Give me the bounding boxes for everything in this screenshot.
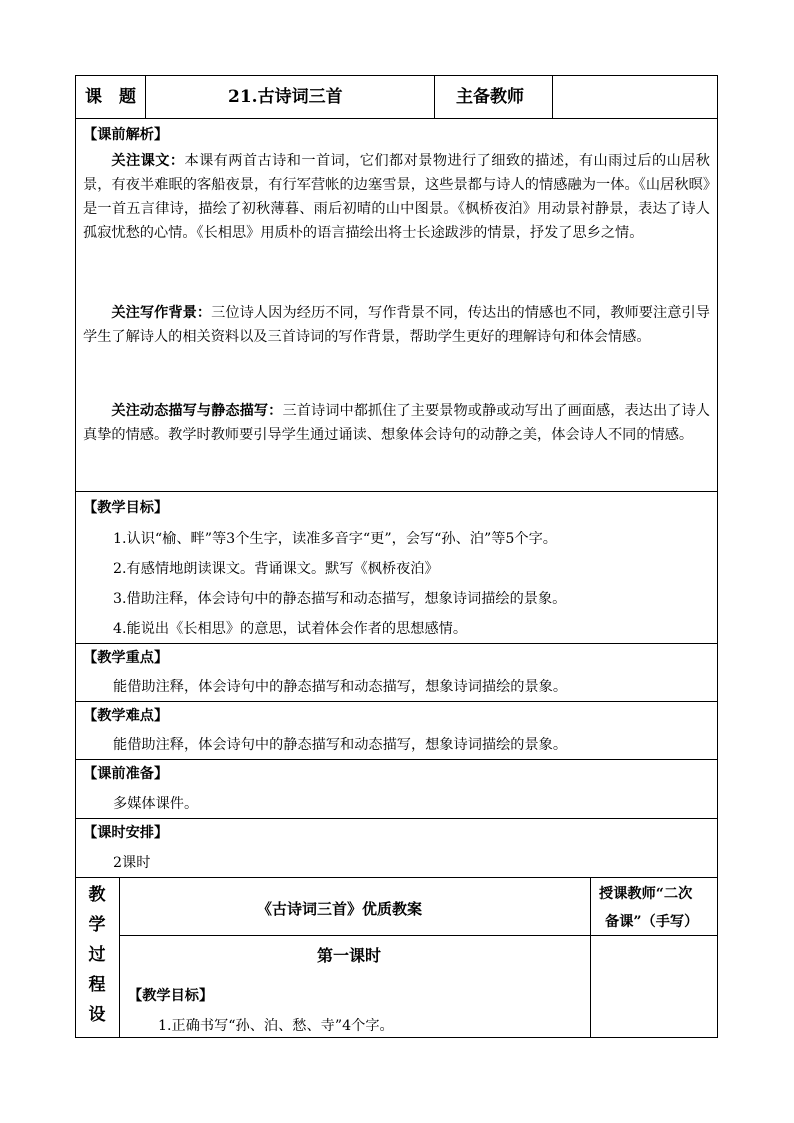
process-side-char-5: 设 xyxy=(88,1005,106,1025)
topic-label: 课 题 xyxy=(85,87,136,107)
difficulties-text: 能借助注释，体会诗句中的静态描写和动态描写，想象诗词描绘的景象。 xyxy=(113,737,568,753)
key-points-text: 能借助注释，体会诗句中的静态描写和动态描写，想象诗词描绘的景象。 xyxy=(113,679,568,695)
analysis-p3-lead: 关注动态描写与静态描写： xyxy=(111,403,283,419)
preparation-text: 多媒体课件。 xyxy=(113,796,199,812)
second-prep-label-line-2: 备课”（手写） xyxy=(605,914,699,930)
analysis-paragraph-1 xyxy=(83,149,710,245)
process-title-divider xyxy=(119,935,718,936)
process-side-char-3: 过 xyxy=(88,945,106,965)
lesson-title: 第一课时 xyxy=(317,946,382,965)
difficulties-heading: 【教学难点】 xyxy=(83,708,169,724)
key-points-divider xyxy=(75,701,718,702)
header-col-divider-2 xyxy=(434,75,435,118)
schedule-heading: 【课时安排】 xyxy=(83,825,169,841)
analysis-p1-lead: 关注课文： xyxy=(111,153,185,169)
analysis-p2-lead: 关注写作背景： xyxy=(111,305,212,321)
goals-divider xyxy=(75,643,718,644)
plan-title: 《古诗词三首》优质教案 xyxy=(257,900,423,918)
topic-value: 21.古诗词三首 xyxy=(228,87,343,107)
second-prep-label-line-1: 授课教师“二次 xyxy=(599,886,693,902)
goal-item-3: 3.借助注释，体会诗句中的静态描写和动态描写，想象诗词描绘的景象。 xyxy=(113,591,567,607)
goal-item-4: 4.能说出《长相思》的意思，试着体会作者的思想感情。 xyxy=(113,621,468,637)
analysis-p3-text: 三首诗词中都抓住了主要景物或静或动写出了画面感，表达出了诗人真挚的情感。教学时教师要引导学生通过诵读、想象体会诗句的动静之美，体会诗人不同的情感。 xyxy=(83,403,710,443)
lesson-goal-item: 1.正确书写“孙、泊、愁、寺”4个字。 xyxy=(158,1018,394,1034)
key-points-heading: 【教学重点】 xyxy=(83,650,169,666)
goal-item-2: 2.有感情地朗读课文。背诵课文。默写《枫桥夜泊》 xyxy=(113,561,439,577)
analysis-heading: 【课前解析】 xyxy=(83,127,169,143)
process-side-char-4: 程 xyxy=(88,975,106,995)
goals-heading: 【教学目标】 xyxy=(83,500,169,516)
process-side-char-2: 学 xyxy=(88,915,106,935)
analysis-divider xyxy=(75,491,718,492)
process-side-divider xyxy=(119,877,120,1038)
schedule-divider xyxy=(75,877,718,878)
header-row-divider xyxy=(75,118,718,119)
schedule-text: 2课时 xyxy=(113,855,151,871)
analysis-paragraph-2 xyxy=(83,301,710,349)
process-side-char-1: 教 xyxy=(88,885,106,905)
teacher-label: 主备教师 xyxy=(456,87,524,107)
preparation-heading: 【课前准备】 xyxy=(83,766,169,782)
analysis-p1-text: 本课有两首古诗和一首词，它们都对景物进行了细致的描述，有山雨过后的山居秋景，有夜半难眠的客船夜景，有行军营帐的边塞雪景，这些景都与诗人的情感融为一体。《山居秋暝》是一首五言律诗，描绘了初秋薄暮、雨后初晴的山中图景。《枫桥夜泊》用动景衬静景，表达了诗人孤寂忧愁的心情。《长相思》用质朴的语言描绘出将士长途跋涉的情景，抒发了思乡之情。 xyxy=(83,153,710,241)
preparation-divider xyxy=(75,818,718,819)
process-right-divider xyxy=(590,877,591,1038)
header-col-divider-1 xyxy=(145,75,146,118)
analysis-paragraph-3 xyxy=(83,399,710,447)
header-col-divider-3 xyxy=(552,75,553,118)
goal-item-1: 1.认识“榆、畔”等3个生字，读准多音字“更”，会写“孙、泊”等5个字。 xyxy=(113,531,557,547)
analysis-p2-text: 三位诗人因为经历不同，写作背景不同，传达出的情感也不同，教师要注意引导学生了解诗人的相关资料以及三首诗词的写作背景，帮助学生更好的理解诗句和体会情感。 xyxy=(83,305,710,345)
difficulties-divider xyxy=(75,759,718,760)
lesson-goal-heading: 【教学目标】 xyxy=(128,988,214,1004)
